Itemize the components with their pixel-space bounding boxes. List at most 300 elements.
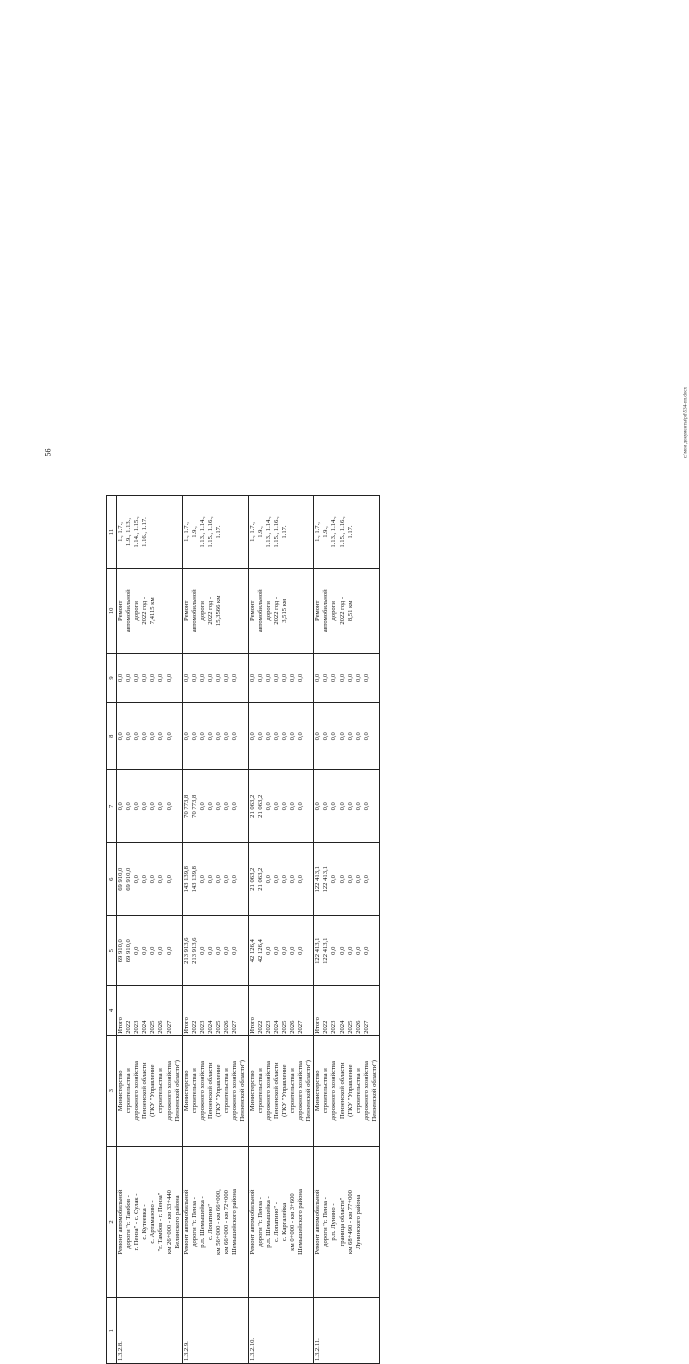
other-sources-cell-line: 0,0 [346, 673, 354, 683]
executor-cell-line: дорожного хозяйства [297, 1061, 305, 1121]
description-cell-line: км 0+000 - км 3+600 [288, 1193, 296, 1251]
description-cell-line: км 56+000 - км 66+000, [215, 1189, 223, 1255]
executor-cell-line: Пензенской области") [370, 1059, 378, 1122]
result-cell [248, 569, 314, 654]
other-sources-cell-line: 0,0 [264, 673, 272, 683]
regional-budget-cell-line: 69 910,0 [117, 867, 124, 891]
executor-cell-line: строительства и [157, 1068, 165, 1114]
year-cell-line: 2025 [149, 1020, 157, 1034]
indicators-cell-line: 1.9., 1.13., [125, 518, 133, 547]
year-cell [182, 986, 248, 1036]
total-funding-cell-line: 0,0 [198, 946, 206, 955]
description-cell-line: дороги "г. Пенза - [256, 1197, 264, 1247]
local-budget-cell-line: 0,0 [198, 732, 206, 741]
total-funding-cell-line: 0,0 [149, 946, 157, 955]
local-budget-cell-line: 0,0 [125, 732, 133, 741]
year-cell-line: 2025 [280, 1020, 288, 1034]
federal-budget-cell-line: 70 773,8 [182, 794, 190, 818]
total-funding-cell-line: 0,0 [330, 946, 338, 955]
executor-cell-line: дорожного хозяйства [362, 1061, 370, 1121]
executor-cell-line: дорожного хозяйства [133, 1061, 141, 1121]
row-id: 1.3.2.8. [117, 1298, 183, 1364]
total-funding-cell-line: 213 913,6 [182, 937, 190, 964]
regional-budget-cell-line: 0,0 [272, 875, 280, 884]
indicators-cell-line: 1.13., 1.14., [264, 516, 272, 548]
indicators-cell-line: 1.15., 1.16., [207, 516, 215, 548]
local-budget-cell-line: 0,0 [322, 732, 330, 741]
federal-budget-cell-line: 0,0 [223, 802, 231, 811]
executor-cell-line: Министерство [182, 1070, 190, 1112]
description-cell-line: Лунинского района [354, 1194, 362, 1250]
description-cell-line: с. Каргалейка [280, 1202, 288, 1242]
result-cell-line: автомобильной [190, 589, 198, 633]
description-cell-line: р.п. Лунино - [330, 1203, 338, 1241]
description-cell-line: км 66+000 - км 72+000 [223, 1190, 231, 1254]
indicators-cell-line: 1.17. [215, 525, 223, 539]
federal-budget-cell-line: 0,0 [125, 802, 133, 811]
total-funding-cell [314, 916, 380, 986]
federal-budget-cell [182, 770, 248, 843]
local-budget-cell-line: 0,0 [330, 732, 338, 741]
table-row [117, 496, 183, 1364]
other-sources-cell-line: 0,0 [272, 673, 280, 683]
local-budget-cell-line: 0,0 [297, 732, 305, 741]
regional-budget-cell-line: 0,0 [288, 875, 296, 884]
header-cell: 5 [107, 916, 117, 986]
description-cell-line: с. Лопатино" [207, 1203, 215, 1241]
table-row [248, 496, 314, 1364]
year-cell-line: 2026 [157, 1020, 165, 1034]
other-sources-cell-line: 0,0 [322, 673, 330, 683]
description-cell-line: Ремонт автомобильной [117, 1189, 124, 1255]
indicators-cell-line: 1.9., [322, 526, 330, 538]
other-sources-cell-line: 0,0 [157, 673, 165, 683]
federal-budget-cell-line: 0,0 [280, 802, 288, 811]
total-funding-cell-line: 122 413,1 [322, 937, 330, 964]
local-budget-cell-line: 0,0 [165, 732, 173, 741]
total-funding-cell-line: 0,0 [272, 946, 280, 955]
description-cell-line: "г. Тамбов - г. Пенза" [157, 1192, 165, 1252]
executor-cell-line: Пензенской области [207, 1062, 215, 1120]
local-budget-cell-line: 0,0 [157, 732, 165, 741]
regional-budget-cell-line: 21 063,2 [256, 867, 264, 891]
other-sources-cell [117, 653, 183, 703]
year-cell-line: 2024 [207, 1020, 215, 1034]
executor-cell-line: (ГКУ "Управление [149, 1064, 157, 1117]
regional-budget-cell [248, 843, 314, 916]
local-budget-cell-line: 0,0 [248, 732, 256, 741]
total-funding-cell-line: 0,0 [223, 946, 231, 955]
indicators-cell [248, 496, 314, 569]
year-cell-line: 2025 [215, 1020, 223, 1034]
federal-budget-cell-line: 0,0 [297, 802, 305, 811]
description-cell-line: Ремонт автомобильной [314, 1189, 322, 1255]
total-funding-cell [248, 916, 314, 986]
total-funding-cell-line: 0,0 [346, 946, 354, 955]
regional-budget-cell-line: 0,0 [149, 875, 157, 884]
indicators-cell-line: 1.9., [256, 526, 264, 538]
executor-cell-line: дорожного хозяйства [198, 1061, 206, 1121]
regional-budget-cell-line: 0,0 [362, 875, 370, 884]
other-sources-cell-line: 0,0 [297, 673, 305, 683]
other-sources-cell-line: 0,0 [256, 673, 264, 683]
total-funding-cell-line: 0,0 [354, 946, 362, 955]
local-budget-cell-line: 0,0 [354, 732, 362, 741]
local-budget-cell [117, 703, 183, 770]
other-sources-cell-line: 0,0 [125, 673, 133, 683]
other-sources-cell-line: 0,0 [231, 673, 239, 683]
executor-cell-line: дорожного хозяйства [330, 1061, 338, 1121]
header-cell: 1 [107, 1298, 117, 1364]
federal-budget-cell-line: 0,0 [314, 802, 322, 811]
result-cell-line: 2022 год - [272, 596, 280, 625]
year-cell-line: Итого [314, 1017, 322, 1034]
indicators-cell [314, 496, 380, 569]
description-cell-line: с. Кутеевка - [141, 1204, 149, 1240]
executor-cell [314, 1035, 380, 1146]
federal-budget-cell-line: 21 063,2 [256, 794, 264, 818]
year-cell-line: 2022 [125, 1020, 133, 1034]
total-funding-cell-line: 69 910,0 [125, 939, 133, 963]
other-sources-cell-line: 0,0 [223, 673, 231, 683]
description-cell-line: км 26+000 - км 33+440 [165, 1190, 173, 1254]
header-cell: 4 [107, 986, 117, 1036]
row-id: 1.3.2.9. [182, 1298, 248, 1364]
federal-budget-cell [314, 770, 380, 843]
description-cell-line: Белинского района [173, 1195, 181, 1249]
other-sources-cell-line: 0,0 [314, 673, 322, 683]
indicators-cell-line: 1.17. [280, 525, 288, 539]
year-cell [314, 986, 380, 1036]
description-cell-line: с. Лопатино" - [272, 1202, 280, 1242]
year-cell-line: 2025 [346, 1020, 354, 1034]
federal-budget-cell-line: 0,0 [141, 802, 149, 811]
executor-cell-line: строительства и [288, 1068, 296, 1114]
total-funding-cell-line: 0,0 [141, 946, 149, 955]
year-cell-line: 2027 [165, 1020, 173, 1034]
year-cell [248, 986, 314, 1036]
local-budget-cell-line: 0,0 [338, 732, 346, 741]
regional-budget-cell-line: 0,0 [231, 875, 239, 884]
regional-budget-cell [182, 843, 248, 916]
total-funding-cell [117, 916, 183, 986]
total-funding-cell-line: 0,0 [362, 946, 370, 955]
result-cell [117, 569, 183, 654]
local-budget-cell-line: 0,0 [346, 732, 354, 741]
header-cell: 9 [107, 653, 117, 703]
table-row [182, 496, 248, 1364]
executor-cell-line: Пензенской области [338, 1062, 346, 1120]
total-funding-cell-line: 122 413,1 [314, 937, 322, 964]
other-sources-cell-line: 0,0 [207, 673, 215, 683]
indicators-cell-line: 1.15., 1.16., [272, 516, 280, 548]
regional-budget-cell-line: 0,0 [330, 875, 338, 884]
other-sources-cell-line: 0,0 [338, 673, 346, 683]
federal-budget-cell-line: 0,0 [133, 802, 141, 811]
regional-budget-cell-line: 0,0 [141, 875, 149, 884]
other-sources-cell-line: 0,0 [117, 673, 124, 683]
result-cell-line: Ремонт [248, 600, 256, 622]
header-cell: 7 [107, 770, 117, 843]
indicators-cell [117, 496, 183, 569]
row-id: 1.3.2.10. [248, 1298, 314, 1364]
year-cell-line: 2023 [133, 1020, 141, 1034]
executor-cell-line: Министерство [314, 1070, 322, 1112]
federal-budget-cell-line: 0,0 [264, 802, 272, 811]
result-cell [182, 569, 248, 654]
year-cell-line: 2023 [330, 1020, 338, 1034]
executor-cell-line: (ГКУ "Управление [215, 1064, 223, 1117]
federal-budget-cell-line: 0,0 [330, 802, 338, 811]
other-sources-cell-line: 0,0 [190, 673, 198, 683]
indicators-cell-line: 1., 1.7., [314, 522, 322, 542]
federal-budget-cell-line: 0,0 [346, 802, 354, 811]
year-cell-line: Итого [182, 1017, 190, 1034]
executor-cell-line: дорожного хозяйства [165, 1061, 173, 1121]
result-cell-line: автомобильной [256, 589, 264, 633]
description-cell-line: км 68+490 - км 77+000 [346, 1190, 354, 1254]
year-cell-line: 2026 [354, 1020, 362, 1034]
total-funding-cell-line: 69 910,0 [117, 939, 124, 963]
file-path-footer: c:\мои документы\pd\534-пп.docx [683, 386, 689, 459]
executor-cell [182, 1035, 248, 1146]
description-cell-line: р.п. Шемышейка - [264, 1196, 272, 1248]
federal-budget-cell-line: 0,0 [322, 802, 330, 811]
local-budget-cell-line: 0,0 [182, 732, 190, 741]
indicators-cell-line: 1., 1.7., [248, 522, 256, 542]
description-cell [117, 1146, 183, 1298]
total-funding-cell-line: 213 913,6 [190, 937, 198, 964]
other-sources-cell-line: 0,0 [330, 673, 338, 683]
regional-budget-cell-line: 0,0 [207, 875, 215, 884]
result-cell-line: дороги [330, 601, 338, 621]
total-funding-cell-line: 0,0 [338, 946, 346, 955]
other-sources-cell-line: 0,0 [182, 673, 190, 683]
result-cell-line: 8,51 км [346, 600, 354, 622]
federal-budget-cell-line: 0,0 [149, 802, 157, 811]
total-funding-cell-line: 0,0 [207, 946, 215, 955]
year-cell-line: 2026 [223, 1020, 231, 1034]
total-funding-cell-line: 0,0 [231, 946, 239, 955]
other-sources-cell-line: 0,0 [165, 673, 173, 683]
regional-budget-cell-line: 122 413,1 [314, 866, 322, 893]
result-cell-line: дороги [264, 601, 272, 621]
year-cell-line: 2024 [272, 1020, 280, 1034]
description-cell-line: Шемышейского района [231, 1189, 239, 1255]
description-cell-line: граница области" [338, 1197, 346, 1247]
local-budget-cell-line: 0,0 [256, 732, 264, 741]
federal-budget-cell-line: 0,0 [117, 802, 124, 811]
year-cell-line: 2022 [322, 1020, 330, 1034]
executor-cell [248, 1035, 314, 1146]
local-budget-cell-line: 0,0 [190, 732, 198, 741]
executor-cell-line: строительства и [322, 1068, 330, 1114]
indicators-cell [182, 496, 248, 569]
indicators-cell-line: 1.14., 1.15., [133, 516, 141, 548]
other-sources-cell-line: 0,0 [149, 673, 157, 683]
executor-cell-line: Пензенской области") [173, 1059, 181, 1122]
result-cell-line: 15,3566 км [215, 595, 223, 627]
local-budget-cell-line: 0,0 [223, 732, 231, 741]
other-sources-cell-line: 0,0 [354, 673, 362, 683]
year-cell-line: 2027 [297, 1020, 305, 1034]
year-cell-line: 2026 [288, 1020, 296, 1034]
federal-budget-cell-line: 0,0 [338, 802, 346, 811]
other-sources-cell-line: 0,0 [133, 673, 141, 683]
federal-budget-cell-line: 0,0 [198, 802, 206, 811]
year-cell-line: Итого [248, 1017, 256, 1034]
local-budget-cell-line: 0,0 [207, 732, 215, 741]
federal-budget-cell-line: 0,0 [215, 802, 223, 811]
executor-cell-line: строительства и [256, 1068, 264, 1114]
year-cell-line: 2022 [256, 1020, 264, 1034]
total-funding-cell-line: 0,0 [297, 946, 305, 955]
regional-budget-cell-line: 69 910,0 [125, 867, 133, 891]
year-cell-line: 2024 [141, 1020, 149, 1034]
executor-cell-line: строительства и [223, 1068, 231, 1114]
year-cell-line: 2023 [198, 1020, 206, 1034]
indicators-cell-line: 1.17. [346, 525, 354, 539]
other-sources-cell [248, 653, 314, 703]
executor-cell-line: строительства и [354, 1068, 362, 1114]
indicators-cell-line: 1., 1.7., [117, 522, 124, 542]
federal-budget-cell-line: 0,0 [362, 802, 370, 811]
federal-budget-cell-line: 0,0 [288, 802, 296, 811]
local-budget-cell-line: 0,0 [149, 732, 157, 741]
page-number: 56 [43, 448, 53, 457]
result-cell-line: 2022 год - [338, 596, 346, 625]
total-funding-cell-line: 42 126,4 [248, 939, 256, 963]
description-cell-line: р.п. Шемышейка - [198, 1196, 206, 1248]
total-funding-cell-line: 0,0 [165, 946, 173, 955]
header-cell: 6 [107, 843, 117, 916]
description-cell [248, 1146, 314, 1298]
table-row [314, 496, 380, 1364]
total-funding-cell-line: 0,0 [264, 946, 272, 955]
total-funding-cell-line: 0,0 [157, 946, 165, 955]
executor-cell-line: Министерство [248, 1070, 256, 1112]
other-sources-cell-line: 0,0 [288, 673, 296, 683]
regional-budget-cell-line: 0,0 [354, 875, 362, 884]
description-cell-line: Шемышейского района [297, 1189, 305, 1255]
total-funding-cell-line: 0,0 [215, 946, 223, 955]
regional-budget-cell-line: 0,0 [133, 875, 141, 884]
indicators-cell-line: 1., 1.7., [182, 522, 190, 542]
regional-budget-cell-line: 21 063,2 [248, 867, 256, 891]
local-budget-cell-line: 0,0 [215, 732, 223, 741]
program-table [106, 495, 380, 1364]
executor-cell-line: Министерство [117, 1070, 124, 1112]
result-cell-line: 2022 год - [141, 596, 149, 625]
executor-cell-line: строительства и [190, 1068, 198, 1114]
result-cell-line: Ремонт [117, 600, 124, 622]
federal-budget-cell-line: 0,0 [165, 802, 173, 811]
executor-cell-line: дорожного хозяйства [264, 1061, 272, 1121]
rotated-table-frame [106, 20, 581, 1361]
total-funding-cell-line: 0,0 [288, 946, 296, 955]
year-cell-line: 2027 [231, 1020, 239, 1034]
result-cell [314, 569, 380, 654]
executor-cell-line: Пензенской области [141, 1062, 149, 1120]
total-funding-cell-line: 0,0 [280, 946, 288, 955]
federal-budget-cell-line: 70 773,8 [190, 794, 198, 818]
result-cell-line: дороги [133, 601, 141, 621]
regional-budget-cell [314, 843, 380, 916]
local-budget-cell-line: 0,0 [280, 732, 288, 741]
year-cell-line: 2024 [338, 1020, 346, 1034]
executor-cell-line: Пензенской области") [239, 1059, 247, 1122]
year-cell-line: 2022 [190, 1020, 198, 1034]
description-cell [182, 1146, 248, 1298]
executor-cell-line: (ГКУ "Управление [280, 1064, 288, 1117]
regional-budget-cell-line: 122 413,1 [322, 866, 330, 893]
regional-budget-cell-line: 0,0 [215, 875, 223, 884]
result-cell-line: дороги [198, 601, 206, 621]
description-cell-line: Ремонт автомобильной [182, 1189, 190, 1255]
regional-budget-cell-line: 0,0 [280, 875, 288, 884]
federal-budget-cell [248, 770, 314, 843]
regional-budget-cell-line: 0,0 [297, 875, 305, 884]
regional-budget-cell-line: 0,0 [198, 875, 206, 884]
other-sources-cell-line: 0,0 [248, 673, 256, 683]
local-budget-cell-line: 0,0 [272, 732, 280, 741]
description-cell [314, 1146, 380, 1298]
description-cell-line: г. Пенза" - с. Сулак - [133, 1193, 141, 1251]
other-sources-cell-line: 0,0 [280, 673, 288, 683]
result-cell-line: Ремонт [182, 600, 190, 622]
regional-budget-cell-line: 0,0 [165, 875, 173, 884]
local-budget-cell [314, 703, 380, 770]
executor-cell-line: Пензенской области [272, 1062, 280, 1120]
federal-budget-cell [117, 770, 183, 843]
regional-budget-cell-line: 0,0 [157, 875, 165, 884]
local-budget-cell-line: 0,0 [362, 732, 370, 741]
header-cell: 2 [107, 1146, 117, 1298]
other-sources-cell-line: 0,0 [362, 673, 370, 683]
header-cell: 10 [107, 569, 117, 654]
header-cell: 3 [107, 1035, 117, 1146]
federal-budget-cell-line: 0,0 [272, 802, 280, 811]
other-sources-cell-line: 0,0 [141, 673, 149, 683]
description-cell-line: дороги "г. Пенза - [190, 1197, 198, 1247]
header-cell: 11 [107, 496, 117, 569]
result-cell-line: автомобильной [125, 589, 133, 633]
regional-budget-cell-line: 143 139,8 [190, 866, 198, 893]
indicators-cell-line: 1.13., 1.14., [198, 516, 206, 548]
year-cell-line: 2023 [264, 1020, 272, 1034]
table-header-row [107, 496, 117, 1364]
year-cell-line: Итого [117, 1017, 124, 1034]
executor-cell [117, 1035, 183, 1146]
federal-budget-cell-line: 21 063,2 [248, 794, 256, 818]
total-funding-cell [182, 916, 248, 986]
result-cell-line: автомобильной [322, 589, 330, 633]
local-budget-cell-line: 0,0 [231, 732, 239, 741]
local-budget-cell-line: 0,0 [288, 732, 296, 741]
federal-budget-cell-line: 0,0 [207, 802, 215, 811]
result-cell-line: 3,515 км [280, 598, 288, 623]
indicators-cell-line: 1.16., 1.17. [141, 517, 149, 547]
year-cell-line: 2027 [362, 1020, 370, 1034]
regional-budget-cell-line: 0,0 [264, 875, 272, 884]
other-sources-cell [182, 653, 248, 703]
regional-budget-cell-line: 0,0 [346, 875, 354, 884]
indicators-cell-line: 1.13., 1.14., [330, 516, 338, 548]
regional-budget-cell-line: 143 139,8 [182, 866, 190, 893]
header-cell: 8 [107, 703, 117, 770]
local-budget-cell-line: 0,0 [264, 732, 272, 741]
local-budget-cell-line: 0,0 [141, 732, 149, 741]
